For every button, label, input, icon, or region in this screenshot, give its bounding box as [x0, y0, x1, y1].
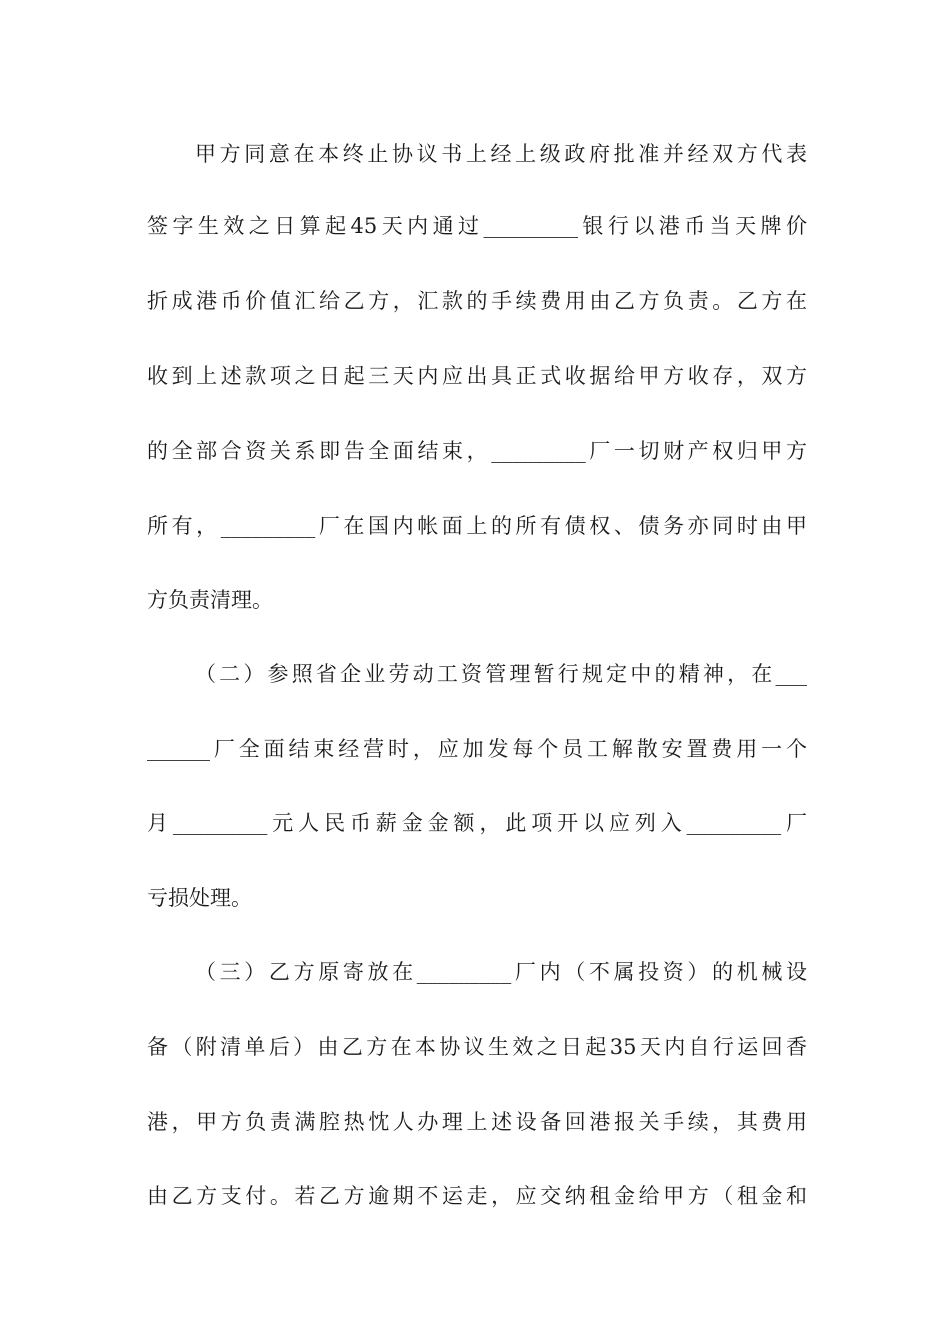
- text-line: （三）乙方原寄放在_________厂内（不属投资）的机械设: [195, 960, 807, 984]
- text-line: 方负责清理。: [147, 588, 273, 612]
- text-line: 港，甲方负责满腔热忱人办理上述设备回港报关手续，其费用: [147, 1110, 807, 1134]
- text-line: （二）参照省企业劳动工资管理暂行规定中的精神，在___: [195, 662, 807, 686]
- text-line: 签字生效之日算起45天内通过_________银行以港币当天牌价: [147, 214, 807, 238]
- text-line: 折成港币价值汇给乙方，汇款的手续费用由乙方负责。乙方在: [147, 289, 807, 313]
- text-line: 备（附清单后）由乙方在本协议生效之日起35天内自行运回香: [147, 1035, 807, 1059]
- text-line: 的全部合资关系即告全面结束，_________厂一切财产权归甲方: [147, 439, 807, 463]
- text-line: ______厂全面结束经营时，应加发每个员工解散安置费用一个: [147, 737, 807, 761]
- text-line: 亏损处理。: [147, 886, 252, 910]
- text-line: 月_________元人民币薪金金额，此项开以应列入_________厂: [147, 811, 807, 835]
- text-line: 收到上述款项之日起三天内应出具正式收据给甲方收存，双方: [147, 364, 807, 388]
- text-line: 由乙方支付。若乙方逾期不运走，应交纳租金给甲方（租金和: [147, 1184, 807, 1208]
- text-line: 甲方同意在本终止协议书上经上级政府批准并经双方代表: [195, 142, 807, 166]
- text-line: 所有，_________厂在国内帐面上的所有债权、债务亦同时由甲: [147, 514, 807, 538]
